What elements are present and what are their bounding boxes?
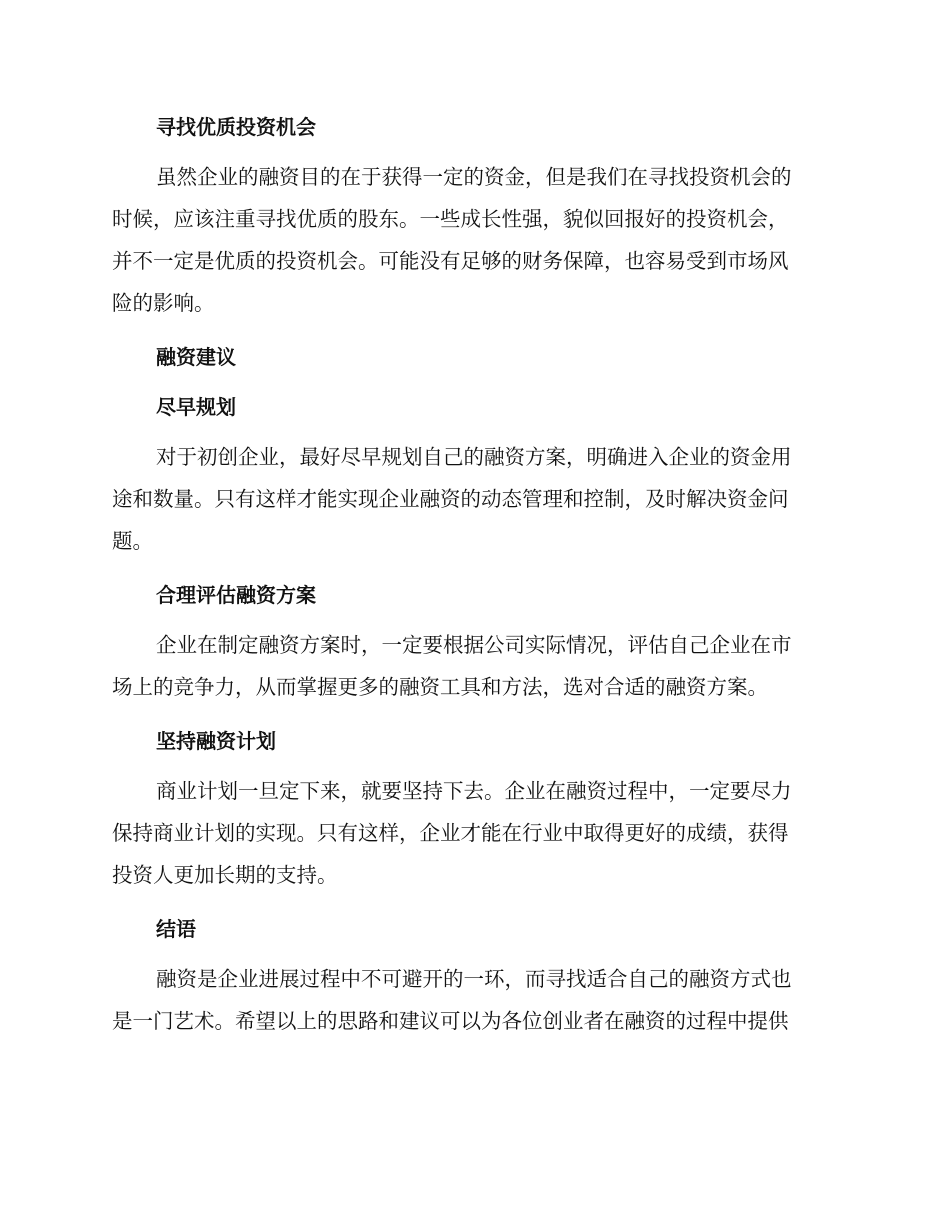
paragraph bbox=[112, 156, 830, 324]
document-body bbox=[112, 106, 830, 1042]
section-heading: 寻找优质投资机会 bbox=[156, 115, 316, 139]
paragraph-line: 题。 bbox=[112, 529, 153, 553]
section-heading: 结语 bbox=[156, 917, 196, 941]
section-heading: 融资建议 bbox=[156, 345, 236, 369]
paragraph-line: 险的影响。 bbox=[112, 291, 215, 315]
paragraph-line: 是一门艺术。希望以上的思路和建议可以为各位创业者在融资的过程中提供 bbox=[112, 1009, 789, 1033]
paragraph bbox=[112, 958, 830, 1042]
section-heading: 坚持融资计划 bbox=[156, 729, 276, 753]
paragraph-line: 场上的竞争力，从而掌握更多的融资工具和方法，选对合适的融资方案。 bbox=[112, 675, 768, 699]
paragraph-line: 途和数量。只有这样才能实现企业融资的动态管理和控制，及时解决资金问 bbox=[112, 487, 789, 511]
paragraph-line: 虽然企业的融资目的在于获得一定的资金，但是我们在寻找投资机会的 bbox=[156, 165, 792, 189]
paragraph-line: 投资人更加长期的支持。 bbox=[112, 863, 338, 887]
section-heading: 尽早规划 bbox=[156, 395, 236, 419]
paragraph-line: 并不一定是优质的投资机会。可能没有足够的财务保障，也容易受到市场风 bbox=[112, 249, 789, 273]
paragraph-line: 对于初创企业，最好尽早规划自己的融资方案，明确进入企业的资金用 bbox=[156, 445, 792, 469]
paragraph bbox=[112, 624, 830, 708]
paragraph-line: 商业计划一旦定下来，就要坚持下去。企业在融资过程中，一定要尽力 bbox=[156, 779, 792, 803]
paragraph bbox=[112, 436, 830, 562]
paragraph-line: 企业在制定融资方案时，一定要根据公司实际情况，评估自己企业在市 bbox=[156, 633, 792, 657]
section-heading: 合理评估融资方案 bbox=[156, 583, 316, 607]
paragraph-line: 时候，应该注重寻找优质的股东。一些成长性强，貌似回报好的投资机会， bbox=[112, 207, 789, 231]
paragraph bbox=[112, 770, 830, 896]
paragraph-line: 保持商业计划的实现。只有这样，企业才能在行业中取得更好的成绩，获得 bbox=[112, 821, 789, 845]
paragraph-line: 融资是企业进展过程中不可避开的一环，而寻找适合自己的融资方式也 bbox=[156, 967, 792, 991]
